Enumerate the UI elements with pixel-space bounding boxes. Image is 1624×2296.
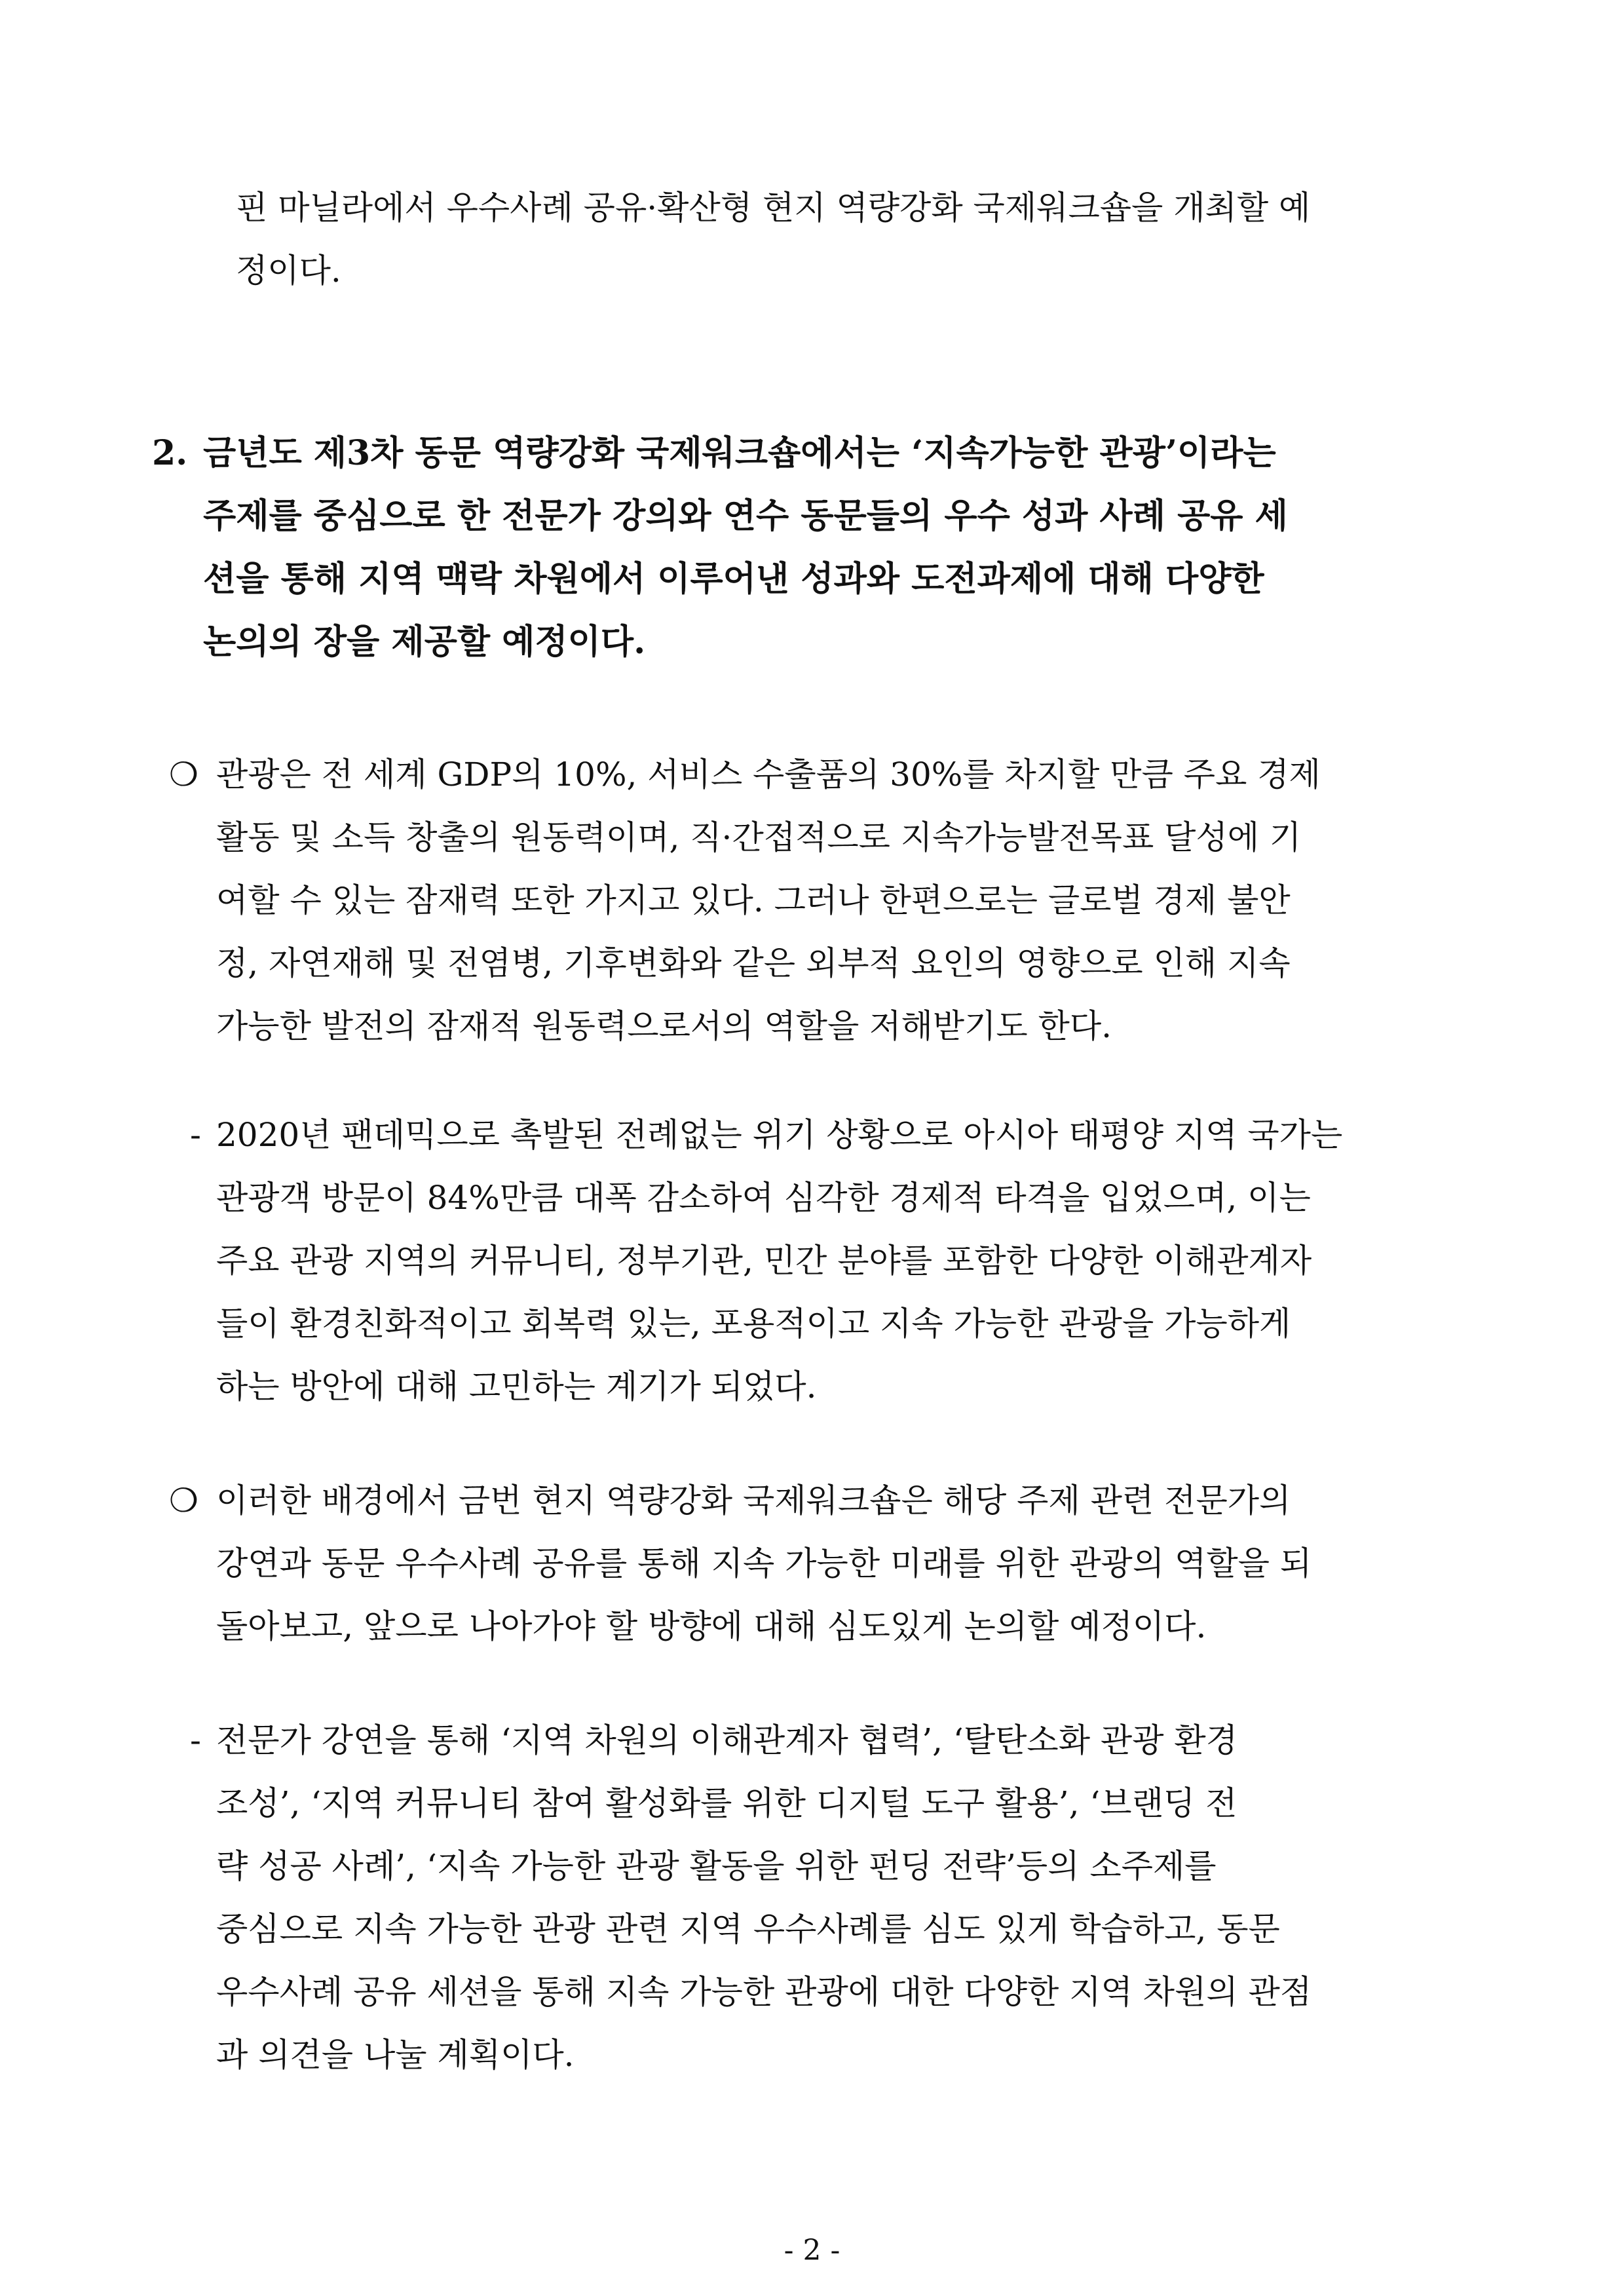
- bullet-circle-icon: ❍: [169, 756, 198, 794]
- bullet-1-line-3: 여할 수 있는 잠재력 또한 가지고 있다. 그러나 한편으로는 글로벌 경제 불안: [216, 881, 1291, 919]
- bullet-1-line-5: 가능한 발전의 잠재적 원동력으로서의 역할을 저해받기도 한다.: [216, 1007, 1112, 1045]
- section-2-line-1: 금년도 제3차 동문 역량강화 국제워크숍에서는 ‘지속가능한 관광’이라는: [203, 433, 1276, 473]
- bullet-2-line-3: 돌아보고, 앞으로 나아가야 할 방향에 대해 심도있게 논의할 예정이다.: [216, 1607, 1207, 1645]
- bullet-1-line-1: 관광은 전 세계 GDP의 10%, 서비스 수출품의 30%를 차지할 만큼 주요 경제: [216, 756, 1321, 794]
- bullet-1-line-2: 활동 및 소득 창출의 원동력이며, 직·간접적으로 지속가능발전목표 달성에 기: [216, 818, 1302, 856]
- dash-1-line-5: 하는 방안에 대해 고민하는 계기가 되었다.: [216, 1368, 817, 1406]
- bullet-2-line-1: 이러한 배경에서 금번 현지 역량강화 국제워크숍은 해당 주제 관련 전문가의: [216, 1482, 1291, 1520]
- bullet-1-line-4: 정, 자연재해 및 전염병, 기후변화와 같은 외부적 요인의 영향으로 인해 지속: [216, 944, 1291, 982]
- bullet-2-line-2: 강연과 동문 우수사례 공유를 통해 지속 가능한 미래를 위한 관광의 역할을 되: [216, 1544, 1312, 1582]
- section-2-number: 2.: [152, 433, 188, 473]
- dash-2-line-2: 조성’, ‘지역 커뮤니티 참여 활성화를 위한 디지털 도구 활용’, ‘브랜딩 전: [216, 1784, 1237, 1822]
- page-number: - 2 -: [784, 2234, 840, 2267]
- dash-1-line-2: 관광객 방문이 84%만큼 대폭 감소하여 심각한 경제적 타격을 입었으며, 이는: [216, 1179, 1311, 1217]
- bullet-circle-icon: ❍: [169, 1482, 198, 1520]
- dash-marker-icon: -: [190, 1721, 201, 1759]
- dash-2-line-4: 중심으로 지속 가능한 관광 관련 지역 우수사례를 심도 있게 학습하고, 동문: [216, 1910, 1280, 1948]
- intro-line-2: 정이다.: [236, 252, 341, 290]
- dash-2-line-3: 략 성공 사례’, ‘지속 가능한 관광 활동을 위한 펀딩 전략’등의 소주제를: [216, 1847, 1217, 1885]
- dash-1-line-4: 들이 환경친화적이고 회복력 있는, 포용적이고 지속 가능한 관광을 가능하게: [216, 1305, 1291, 1343]
- dash-2-line-5: 우수사례 공유 세션을 통해 지속 가능한 관광에 대한 다양한 지역 차원의 관점: [216, 1973, 1312, 2011]
- dash-2-line-6: 과 의견을 나눌 계획이다.: [216, 2036, 575, 2074]
- dash-1-line-3: 주요 관광 지역의 커뮤니티, 정부기관, 민간 분야를 포함한 다양한 이해관계자: [216, 1242, 1312, 1280]
- dash-1-line-1: 2020년 팬데믹으로 촉발된 전례없는 위기 상황으로 아시아 태평양 지역 국가는: [216, 1116, 1343, 1154]
- section-2-line-2: 주제를 중심으로 한 전문가 강의와 연수 동문들의 우수 성과 사례 공유 세: [203, 496, 1288, 536]
- intro-line-1: 핀 마닐라에서 우수사례 공유·확산형 현지 역량강화 국제워크숍을 개최할 예: [236, 189, 1311, 227]
- dash-marker-icon: -: [190, 1116, 201, 1154]
- section-2-line-3: 션을 통해 지역 맥락 차원에서 이루어낸 성과와 도전과제에 대해 다양한: [203, 559, 1264, 599]
- dash-2-line-1: 전문가 강연을 통해 ‘지역 차원의 이해관계자 협력’, ‘탈탄소화 관광 환경: [216, 1721, 1238, 1759]
- section-2-line-4: 논의의 장을 제공할 예정이다.: [203, 622, 646, 662]
